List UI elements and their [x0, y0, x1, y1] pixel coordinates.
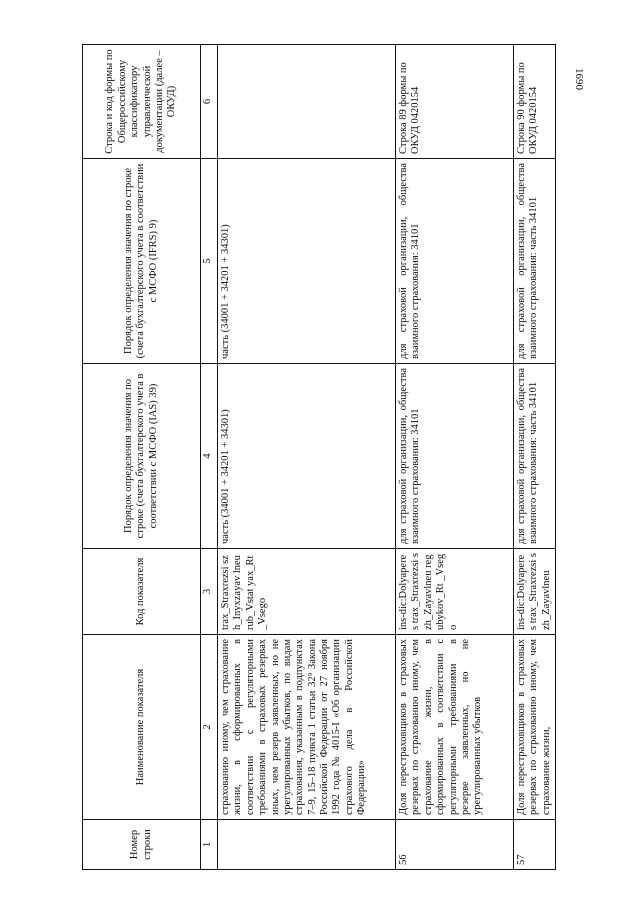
ifrs9-rule: часть (34001 + 34201 + 34301) [218, 159, 396, 364]
indicator-code: ins-dic:Dolyaperes trax_Straxrezsi szh_Zayavlneu regubykov_Rt _Vsego [396, 549, 514, 635]
header-indicator-code: Код показателя [83, 549, 201, 635]
okud-ref: Строка 89 формы по ОКУД 0420154 [396, 45, 514, 159]
row-number: 56 [396, 820, 514, 870]
col-number-3: 3 [201, 549, 218, 635]
indicator-table [82, 44, 556, 870]
header-okud: Строка и код формы по Общероссийскому классификатору управленческой документации (далее – ОКУД) [83, 45, 201, 159]
row-number: 57 [514, 820, 556, 870]
col-number-6: 6 [201, 45, 218, 159]
indicator-name: Доля перестраховщиков в страховых резервах по страхованию иному, чем страхование жизни, [514, 635, 556, 820]
rotated-page [82, 45, 552, 870]
ias39-rule: часть (34001 + 34201 + 34301) [218, 364, 396, 549]
col-number-1: 1 [201, 820, 218, 870]
header-ias39: Порядок определения значения по строке (счета бухгалтерского учета в соответствии с МСФО (IAS) 39) [83, 364, 201, 549]
indicator-name: Доля перестраховщиков в страховых резервах по страхованию иному, чем страхование жизни, в сформированных в соответствии с регуляторными требованиями в резерве заявленных, но не урегулированных убытков [396, 635, 514, 820]
okud-ref [218, 45, 396, 159]
header-indicator-name: Наименование показателя [83, 635, 201, 820]
ias39-rule: для страховой организации, общества взаимного страхования: часть 34101 [514, 364, 556, 549]
col-number-5: 5 [201, 159, 218, 364]
col-number-2: 2 [201, 635, 218, 820]
indicator-code: ins-dic:Dolyaperes trax_Straxrezsi szh_Zayavlneu [514, 549, 556, 635]
indicator-name: страхованию иному, чем страхование жизни, в сформированных в соответствии с регуляторными требованиями в страховых резервах иных, чем резерв заявленных, но не урегулированных убытков, по видам страхования, указанным в подпунктах 7–9, 15–18 пункта 1 статьи 32⁹ Закона Российской Федерации от 27 ноября 1992 года № 4015-I «Об организации страхового дела в Российской Федерации» [218, 635, 396, 820]
header-row-number: Номер строки [83, 820, 201, 870]
row-number [218, 820, 396, 870]
table-row [396, 45, 514, 870]
ifrs9-rule: для страховой организации, общества взаимного страхования: часть 34101 [514, 159, 556, 364]
page-number: 1690 [573, 68, 585, 90]
indicator-code: trax_Straxrezsi szh_Inyxzayav lneurub_Vstat yax_Rt_Vsego [218, 549, 396, 635]
okud-ref: Строка 90 формы по ОКУД 0420154 [514, 45, 556, 159]
col-number-4: 4 [201, 364, 218, 549]
column-number-row [201, 45, 218, 870]
ias39-rule: для страховой организации, общества взаимного страхования: 34101 [396, 364, 514, 549]
header-ifrs9: Порядок определения значения по строке (счета бухгалтерского учета в соответствии с МСФО (IFRS) 9) [83, 159, 201, 364]
ifrs9-rule: для страховой организации, общества взаимного страхования: 34101 [396, 159, 514, 364]
table-row [218, 45, 396, 870]
table-row [514, 45, 556, 870]
